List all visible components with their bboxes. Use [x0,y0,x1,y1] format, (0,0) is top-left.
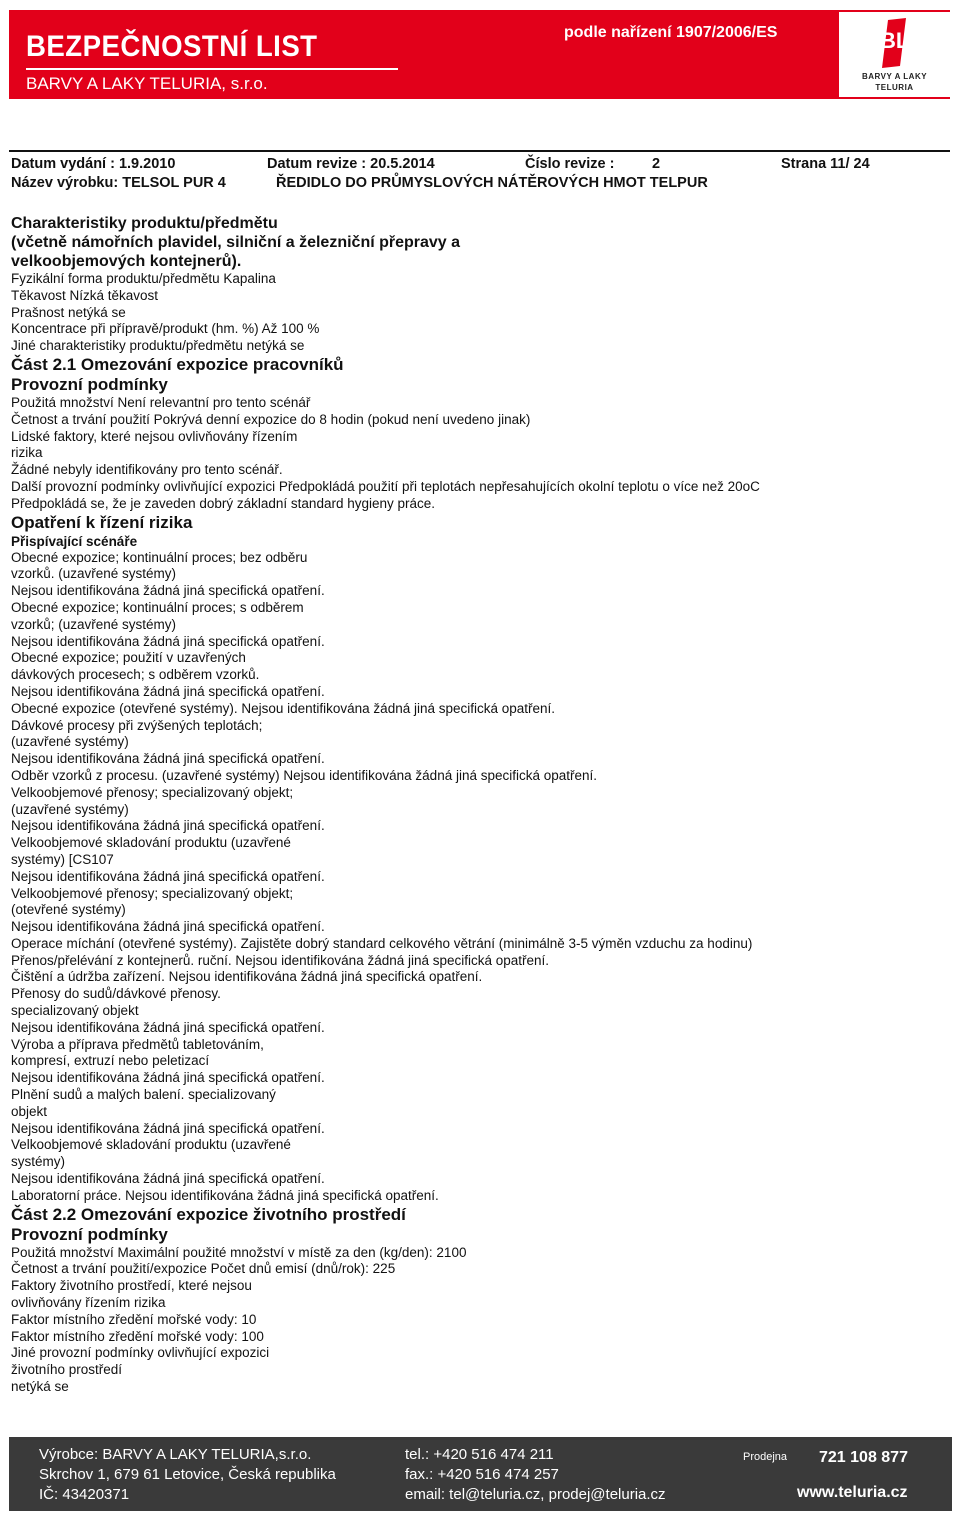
text-line: Dávkové procesy při zvýšených teplotách; [11,717,263,733]
environment-list [11,1245,941,1396]
text-line: systémy) [CS107 [11,851,114,867]
text-line: Výroba a příprava předmětů tabletováním, [11,1036,264,1052]
regulation-text: podle nařízení 1907/2006/ES [564,24,778,41]
company-name: BARVY A LAKY TELURIA, s.r.o. [26,74,268,93]
text-line: Velkoobjemové skladování produktu (uzavřené [11,835,291,851]
text-line: Nejsou identifikována žádná jiná specifická opatření. [11,683,325,699]
text-line: netýká se [11,1379,69,1395]
text-line: vzorků. (uzavřené systémy) [11,566,177,582]
text-line: vzorků; (uzavřené systémy) [11,616,177,632]
text-line: Velkoobjemové skladování produktu (uzavřené [11,1137,291,1153]
footer-maker: Výrobce: BARVY A LAKY TELURIA,s.r.o. [39,1446,312,1463]
text-line: objekt [11,1103,48,1119]
text-line: Faktory životního prostředí, které nejsou [11,1278,252,1294]
text-line: Laboratorní práce. Nejsou identifikována žádná jiná specifická opatření. [11,1187,439,1203]
text-line: Obecné expozice; kontinuální proces; s odběrem [11,599,304,615]
text-line: Obecné expozice (otevřené systémy). Nejsou identifikována žádná jiná specifická opatření. [11,700,556,716]
text-line: (uzavřené systémy) [11,801,129,817]
text-line: Nejsou identifikována žádná jiná specifická opatření. [11,1171,325,1187]
document-meta [9,152,950,190]
text-line: Jiné provozní podmínky ovlivňující expozici [11,1345,270,1361]
scenario-list [11,550,941,1205]
section-heading: Charakteristiky produktu/předmětu [11,215,278,232]
section-heading-cont: (včetně námořních plavidel, silniční a železniční přepravy a [11,234,461,251]
text-line: kompresí, extruzí nebo peletizací [11,1053,210,1069]
text-line: rizika [11,445,43,461]
text-line: Přenosy do sudů/dávkové přenosy. [11,986,221,1002]
issue-date: Datum vydání : 1.9.2010 [11,156,176,172]
text-line: Nejsou identifikována žádná jiná specifická opatření. [11,868,325,884]
text-line: Nejsou identifikována žádná jiná specifická opatření. [11,583,325,599]
revision-number-value: 2 [652,156,661,172]
text-line: Přenos/přelévání z kontejnerů. ruční. Nejsou identifikována žádná jiná specifická opatření. [11,952,550,968]
footer-ic: IČ: 43420371 [39,1486,130,1503]
text-line: Odběr vzorků z procesu. (uzavřené systémy) Nejsou identifikována žádná jiná specifická opatření. [11,767,598,783]
text-line: (uzavřené systémy) [11,734,129,750]
footer-address: Skrchov 1, 679 61 Letovice, Česká republika [39,1466,336,1483]
subsection-heading: Provozní podmínky [11,374,168,394]
text-line: Obecné expozice; kontinuální proces; bez odběru [11,549,308,565]
text-line: Četnost a trvání použití Pokrývá denní expozice do 8 hodin (pokud není uvedeno jinak) [11,411,531,427]
main-content [11,214,941,1396]
text-line: Plnění sudů a malých balení. specializovaný [11,1087,276,1103]
logo-text-line1: BARVY A LAKY [861,72,928,81]
part-heading: Část 2.1 Omezování expozice pracovníků [11,354,344,374]
footer-bar [9,1437,952,1511]
text-line: Předpokládá se, že je zaveden dobrý základní standard hygieny práce. [11,495,436,511]
company-logo [839,12,950,97]
text-line: Lidské faktory, které nejsou ovlivňovány řízením [11,428,298,444]
title-underline [26,68,398,70]
text-line: Nejsou identifikována žádná jiná specifická opatření. [11,1070,325,1086]
footer-web: www.teluria.cz [797,1484,908,1501]
text-line: Fyzikální forma produktu/předmětu Kapalina [11,271,276,286]
meta-top-rule [9,150,950,152]
scenario-heading: Přispívající scénáře [11,533,138,549]
text-line: Četnost a trvání použití/expozice Počet dnů emisí (dnů/rok): 225 [11,1261,396,1277]
text-line: Nejsou identifikována žádná jiná specifická opatření. [11,919,325,935]
text-line: Těkavost Nízká těkavost [11,287,159,303]
text-line: ovlivňovány řízením rizika [11,1295,166,1311]
product-description: ŘEDIDLO DO PRŮMYSLOVÝCH NÁTĚROVÝCH HMOT TELPUR [276,175,708,191]
text-line: systémy) [11,1154,65,1170]
text-line: Obecné expozice; použití v uzavřených [11,650,246,666]
text-line: Jiné charakteristiky produktu/předmětu netýká se [11,338,305,354]
text-line: Operace míchání (otevřené systémy). Zajistěte dobrý standard celkového větrání (minimálně 3-5 výměn vzduchu za hodinu) [11,935,753,951]
part-heading: Část 2.2 Omezování expozice životního prostředí [11,1204,406,1224]
footer-fax: fax.: +420 516 474 257 [405,1466,559,1483]
subsection-heading: Provozní podmínky [11,1224,168,1244]
footer-email: email: tel@teluria.cz, prodej@teluria.cz [405,1486,666,1503]
text-line: Použitá množství Není relevantní pro tento scénář [11,394,311,410]
text-line: Velkoobjemové přenosy; specializovaný objekt; [11,885,294,901]
text-line: Nejsou identifikována žádná jiná specifická opatření. [11,633,325,649]
svg-text:BL: BL [880,28,910,53]
text-line: Nejsou identifikována žádná jiná specifická opatření. [11,1120,325,1136]
document-title: BEZPEČNOSTNÍ LIST [26,30,318,63]
logo-mark-icon [874,18,914,68]
header-banner [9,10,950,99]
revision-number-label: Číslo revize : [525,156,615,172]
text-line: Nejsou identifikována žádná jiná specifická opatření. [11,818,325,834]
text-line: Použitá množství Maximální použité množství v místě za den (kg/den): 2100 [11,1244,467,1260]
text-line: dávkových procesech; s odběrem vzorků. [11,667,260,683]
footer-phone: tel.: +420 516 474 211 [405,1446,554,1463]
text-line: Další provozní podmínky ovlivňující expozici Předpokládá použití při teplotách nepřesahujících okolní teplotu o více než 20oC [11,478,760,494]
revision-date: Datum revize : 20.5.2014 [267,156,435,172]
text-line: Prašnost netýká se [11,304,126,320]
footer-hotline-label: Prodejna [743,1451,788,1463]
text-line: specializovaný objekt [11,1003,139,1019]
footer-hotline: 721 108 877 [819,1449,908,1466]
subsection-heading: Opatření k řízení rizika [11,512,193,532]
text-line: životního prostředí [11,1362,123,1378]
text-line: Nejsou identifikována žádná jiná specifická opatření. [11,751,325,767]
text-line: Žádné nebyly identifikovány pro tento scénář. [11,462,283,478]
text-line: Nejsou identifikována žádná jiná specifická opatření. [11,1019,325,1035]
logo-text-line2: TELURIA [875,83,914,92]
section-heading-cont: velkoobjemových kontejnerů). [11,253,242,270]
text-line: (otevřené systémy) [11,902,126,918]
page-number: Strana 11/ 24 [781,156,870,172]
text-line: Faktor místního zředění mořské vody: 10 [11,1311,257,1327]
product-name: Název výrobku: TELSOL PUR 4 [11,175,226,191]
text-line: Faktor místního zředění mořské vody: 100 [11,1328,264,1344]
text-line: Koncentrace při přípravě/produkt (hm. %) Až 100 % [11,321,320,337]
text-line: Čištění a údržba zařízení. Nejsou identifikována žádná jiná specifická opatření. [11,969,483,985]
text-line: Velkoobjemové přenosy; specializovaný objekt; [11,784,294,800]
